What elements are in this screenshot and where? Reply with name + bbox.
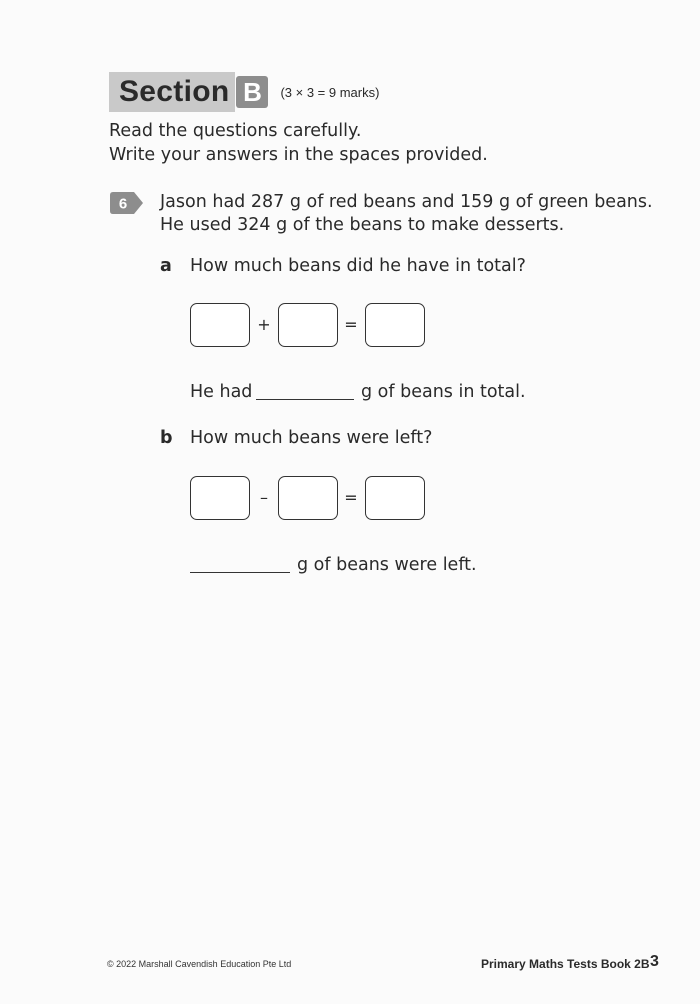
part-a-box-1[interactable] [190, 303, 250, 347]
footer-copyright: © 2022 Marshall Cavendish Education Pte Ltd [107, 959, 292, 969]
part-b-question: How much beans were left? [190, 428, 433, 448]
equals-sign: = [344, 315, 358, 334]
page-number: 3 [650, 953, 659, 970]
part-a-box-2[interactable] [278, 303, 338, 347]
part-a-answer-prefix: He had [190, 382, 253, 402]
section-letter: B [236, 76, 268, 108]
part-b-answer-suffix: g of beans were left. [297, 555, 477, 575]
footer-book-title: Primary Maths Tests Book 2B [481, 957, 650, 971]
part-b-answer-blank[interactable] [190, 572, 290, 573]
part-a-answer-suffix: g of beans in total. [361, 382, 526, 402]
question-number: 6 [118, 195, 128, 213]
instruction-line-1: Read the questions carefully. [109, 121, 362, 141]
equals-sign: = [344, 488, 358, 507]
part-b-box-result[interactable] [365, 476, 425, 520]
part-b-box-2[interactable] [278, 476, 338, 520]
question-text-line-2: He used 324 g of the beans to make desserts. [160, 215, 565, 235]
instruction-line-2: Write your answers in the spaces provided. [109, 145, 488, 165]
part-b-label: b [160, 428, 173, 448]
minus-sign: – [260, 488, 268, 507]
question-text-line-1: Jason had 287 g of red beans and 159 g of green beans. [160, 192, 653, 212]
part-a-label: a [160, 256, 172, 276]
section-header [109, 72, 379, 112]
part-a-question: How much beans did he have in total? [190, 256, 526, 276]
plus-sign: + [257, 315, 271, 334]
part-a-box-result[interactable] [365, 303, 425, 347]
question-number-badge [110, 192, 144, 214]
section-marks: (3 × 3 = 9 marks) [280, 84, 380, 100]
part-a-answer-blank[interactable] [256, 399, 354, 400]
part-b-box-1[interactable] [190, 476, 250, 520]
section-title: Section [109, 72, 235, 112]
